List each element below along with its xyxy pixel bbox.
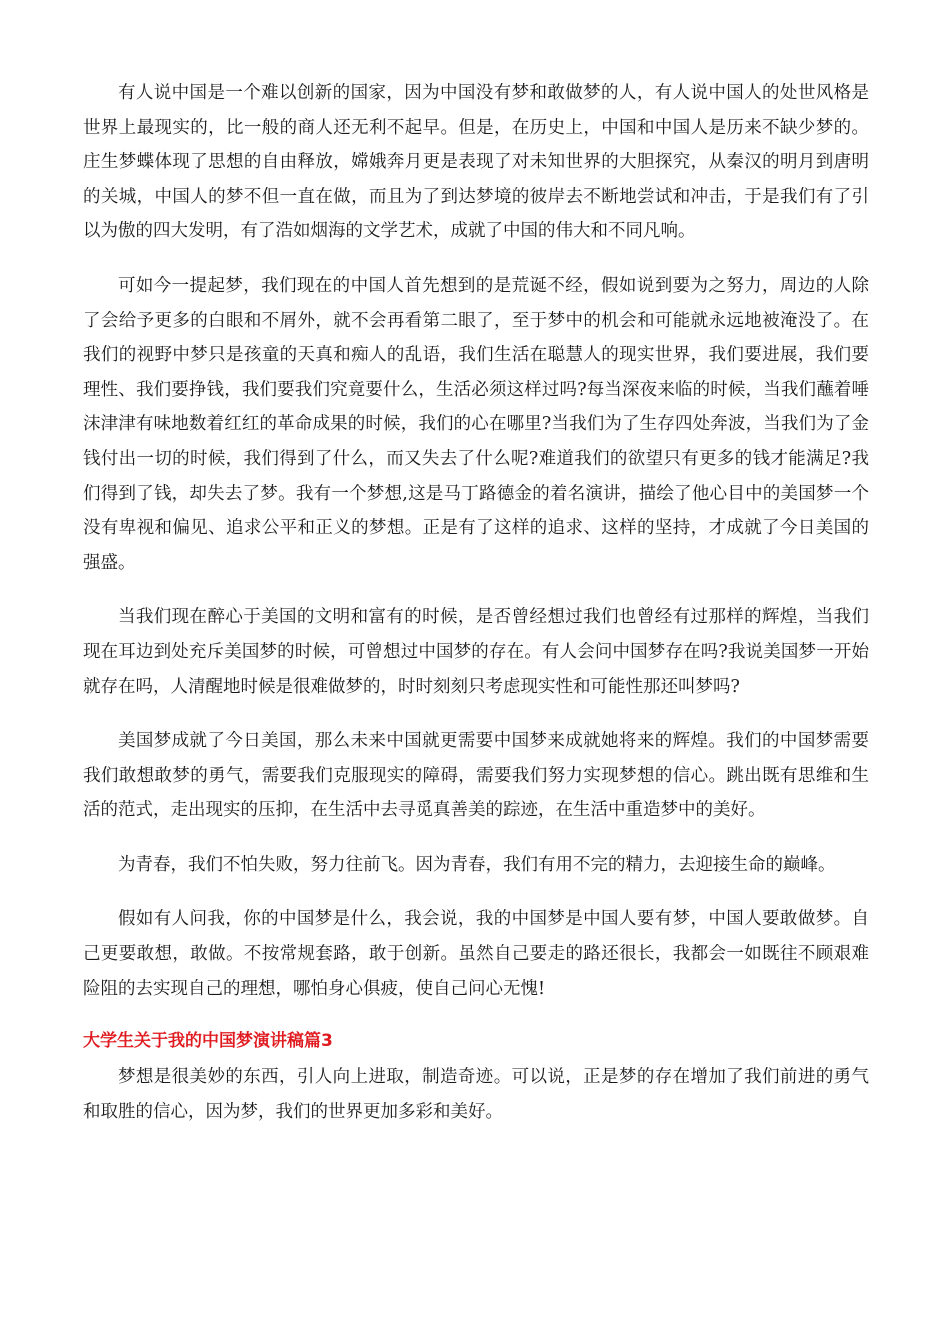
paragraph-5: 为青春，我们不怕失败，努力往前飞。因为青春，我们有用不完的精力，去迎接生命的巅峰。	[118, 854, 836, 875]
paragraph-6: 假如有人问我，你的中国梦是什么，我会说，我的中国梦是中国人要有梦，中国人要敢做梦。自己更要敢想，敢做。不按常规套路，敢于创新。虽然自己要走的路还很长，我都会一如既往不顾艰难险阻的去实现自己的理想，哪怕身心俱疲，使自己问心无愧!	[83, 909, 869, 999]
section-heading: 大学生关于我的中国梦演讲稿篇3	[83, 1031, 333, 1052]
paragraph-4: 美国梦成就了今日美国，那么未来中国就更需要中国梦来成就她将来的辉煌。我们的中国梦需要我们敢想敢梦的勇气，需要我们克服现实的障碍，需要我们努力实现梦想的信心。跳出既有思维和生活的范式，走出现实的压抑，在生活中去寻觅真善美的踪迹，在生活中重造梦中的美好。	[83, 731, 869, 821]
paragraph-3: 当我们现在醉心于美国的文明和富有的时候，是否曾经想过我们也曾经有过那样的辉煌，当我们现在耳边到处充斥美国梦的时候，可曾想过中国梦的存在。有人会问中国梦存在吗?我说美国梦一开始就存在吗，人清醒地时候是很难做梦的，时时刻刻只考虑现实性和可能性那还叫梦吗?	[83, 607, 869, 697]
paragraph-2: 可如今一提起梦，我们现在的中国人首先想到的是荒诞不经，假如说到要为之努力，周边的人除了会给予更多的白眼和不屑外，就不会再看第二眼了，至于梦中的机会和可能就永远地被淹没了。在我们的视野中梦只是孩童的天真和痴人的乱语，我们生活在聪慧人的现实世界，我们要进展，我们要理性、我们要挣钱，我们要我们究竟要什么，生活必须这样过吗?每当深夜来临的时候，当我们蘸着唾沫津津有味地数着红红的革命成果的时候，我们的心在哪里?当我们为了生存四处奔波，当我们为了金钱付出一切的时候，我们得到了什么，而又失去了什么呢?难道我们的欲望只有更多的钱才能满足?我们得到了钱，却失去了梦。我有一个梦想,这是马丁路德金的着名演讲，描绘了他心目中的美国梦一个没有卑视和偏见、追求公平和正义的梦想。正是有了这样的追求、这样的坚持，才成就了今日美国的强盛。	[83, 275, 869, 573]
paragraph-7: 梦想是很美妙的东西，引人向上进取，制造奇迹。可以说，正是梦的存在增加了我们前进的勇气和取胜的信心，因为梦，我们的世界更加多彩和美好。	[83, 1067, 869, 1122]
document-page	[83, 76, 869, 1149]
paragraph-1: 有人说中国是一个难以创新的国家，因为中国没有梦和敢做梦的人，有人说中国人的处世风格是世界上最现实的，比一般的商人还无利不起早。但是，在历史上，中国和中国人是历来不缺少梦的。庄生梦蝶体现了思想的自由释放，嫦娥奔月更是表现了对未知世界的大胆探究，从秦汉的明月到唐明的关城，中国人的梦不但一直在做，而且为了到达梦境的彼岸去不断地尝试和冲击，于是我们有了引以为傲的四大发明，有了浩如烟海的文学艺术，成就了中国的伟大和不同凡响。	[83, 83, 869, 242]
